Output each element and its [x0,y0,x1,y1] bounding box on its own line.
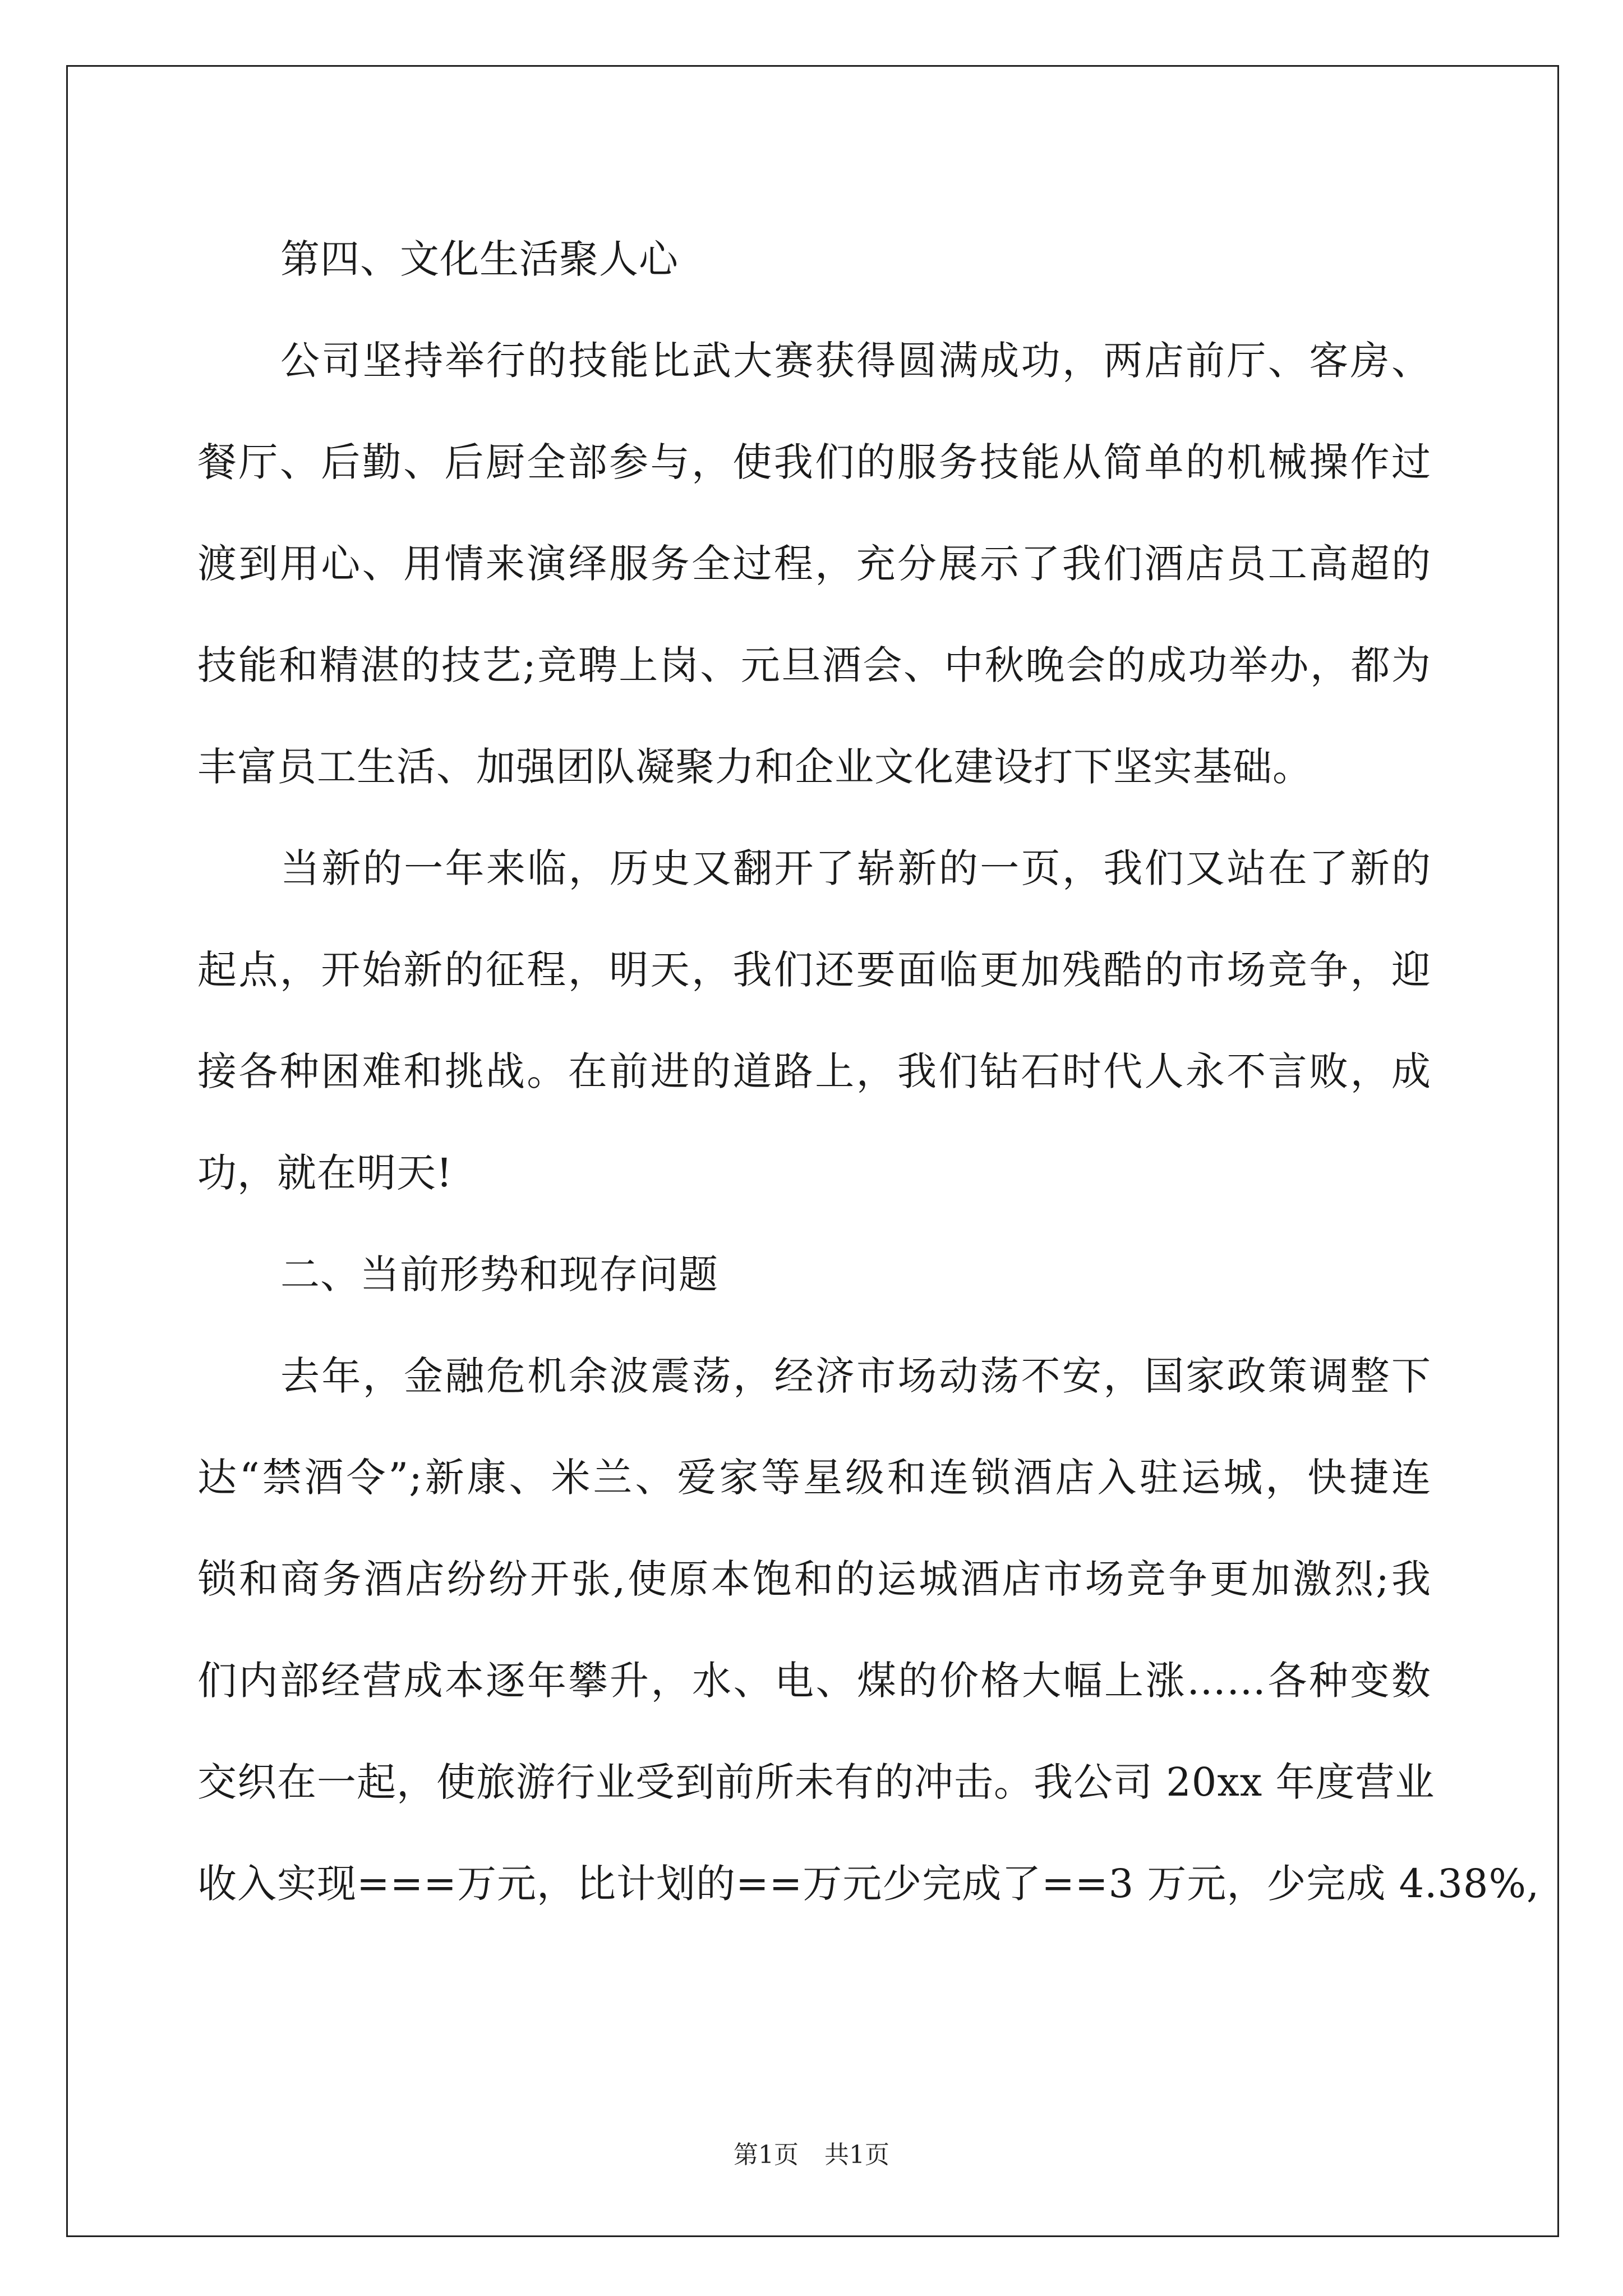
text-line: 们内部经营成本逐年攀升，水、电、煤的价格大幅上涨……各种变数 [197,1658,1431,1704]
text-line: 锁和商务酒店纷纷开张,使原本饱和的运城酒店市场竞争更加激烈;我 [197,1556,1431,1602]
page-footer [0,2138,1623,2172]
text-line: 公司坚持举行的技能比武大赛获得圆满成功，两店前厅、客房、 [280,338,1431,384]
text-line: 去年，金融危机余波震荡，经济市场动荡不安，国家政策调整下 [280,1353,1431,1399]
text-line: 渡到用心、用情来演绎服务全过程，充分展示了我们酒店员工高超的 [197,541,1431,587]
text-line: 餐厅、后勤、后厨全部参与，使我们的服务技能从简单的机械操作过 [197,439,1431,485]
document-body [197,209,1540,1935]
page-number-current: 第1页 [734,2141,799,2169]
text-line: 丰富员工生活、加强团队凝聚力和企业文化建设打下坚实基础。 [197,744,1312,790]
text-line: 收入实现===万元，比计划的==万元少完成了==3 万元，少完成 4.38%, [197,1861,1540,1907]
text-line: 功，就在明天! [197,1150,453,1196]
text-line: 第四、文化生活聚人心 [280,236,679,282]
text-line: 交织在一起，使旅游行业受到前所未有的冲击。我公司 20xx 年度营业 [197,1759,1435,1805]
text-line: 起点，开始新的征程，明天，我们还要面临更加残酷的市场竞争，迎 [197,947,1431,993]
page-number-total: 共1页 [824,2141,889,2169]
text-line: 技能和精湛的技艺;竞聘上岗、元旦酒会、中秋晚会的成功举办，都为 [197,642,1431,688]
text-line: 接各种困难和挑战。在前进的道路上，我们钻石时代人永不言败，成 [197,1048,1431,1094]
text-line: 二、当前形势和现存问题 [280,1251,718,1297]
text-line: 达“禁酒令”;新康、米兰、爱家等星级和连锁酒店入驻运城，快捷连 [197,1455,1431,1501]
text-line: 当新的一年来临，历史又翻开了崭新的一页，我们又站在了新的 [280,845,1431,891]
